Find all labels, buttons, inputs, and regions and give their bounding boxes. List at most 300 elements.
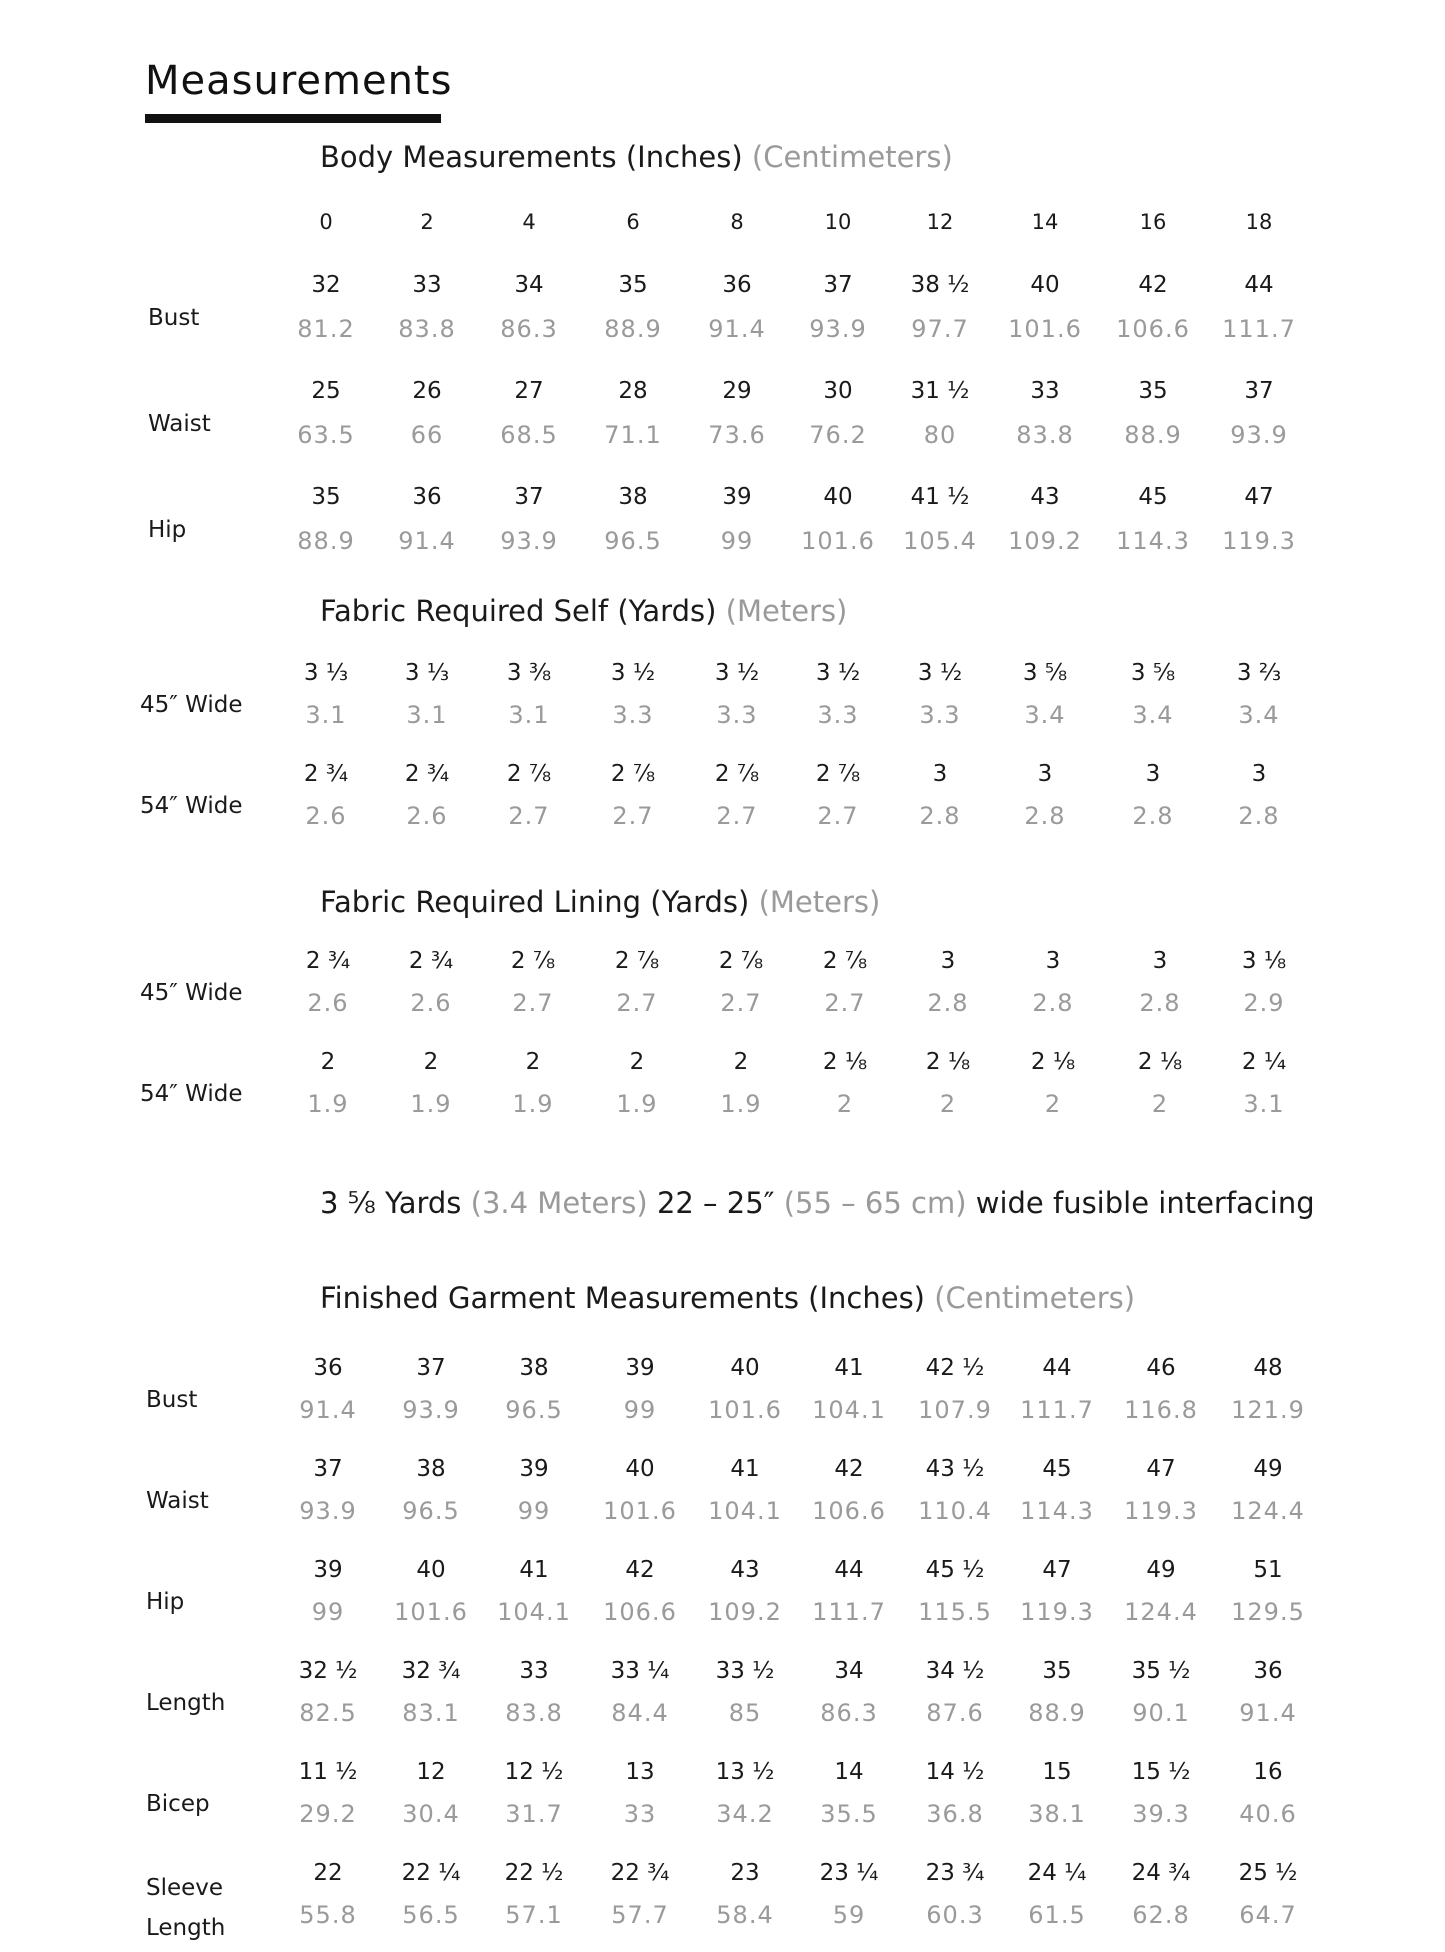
primary-value: 3 ½: [917, 660, 963, 686]
secondary-value: 56.5: [402, 1901, 460, 1929]
secondary-value: 60.3: [926, 1901, 984, 1929]
secondary-value: 80: [923, 421, 957, 449]
secondary-value: 109.2: [708, 1598, 782, 1626]
interfacing-meters: (3.4 Meters): [470, 1186, 648, 1220]
secondary-value: 106.6: [603, 1598, 677, 1626]
lining-heading-main: Fabric Required Lining (Yards): [320, 885, 750, 919]
interfacing-desc: wide fusible interfacing: [975, 1186, 1315, 1220]
secondary-value: 33: [623, 1800, 657, 1828]
primary-value: 36: [722, 272, 752, 298]
secondary-value: 115.5: [918, 1598, 992, 1626]
row-label: Hip: [146, 1588, 185, 1615]
primary-value: 24 ¼: [1027, 1860, 1087, 1886]
secondary-value: 2.7: [616, 989, 658, 1017]
primary-value: 32 ½: [298, 1658, 358, 1684]
secondary-value: 2.8: [1238, 802, 1280, 830]
primary-value: 3 ½: [714, 660, 760, 686]
secondary-value: 2.8: [927, 989, 969, 1017]
secondary-value: 93.9: [809, 315, 867, 343]
size-header: 8: [730, 210, 744, 234]
primary-value: 41: [730, 1456, 760, 1482]
primary-value: 15: [1042, 1759, 1072, 1785]
secondary-value: 76.2: [809, 421, 867, 449]
row-label: Sleeve: [146, 1875, 224, 1901]
secondary-value: 97.7: [911, 315, 969, 343]
primary-value: 3 ⅛: [1241, 948, 1287, 974]
secondary-value: 1.9: [616, 1090, 658, 1118]
primary-value: 2 ⅛: [1137, 1049, 1183, 1075]
primary-value: 35: [311, 484, 341, 510]
primary-value: 3: [1145, 761, 1161, 787]
primary-value: 15 ½: [1131, 1759, 1191, 1785]
secondary-value: 84.4: [611, 1699, 669, 1727]
secondary-value: 3.1: [305, 701, 347, 729]
secondary-value: 87.6: [926, 1699, 984, 1727]
secondary-value: 119.3: [1124, 1497, 1198, 1525]
row-label: Bicep: [146, 1790, 210, 1817]
row-label-line2: Length: [146, 1915, 226, 1941]
primary-value: 2: [525, 1049, 541, 1075]
row-label: Bust: [148, 304, 200, 331]
primary-value: 39: [625, 1355, 655, 1381]
secondary-value: 105.4: [903, 527, 977, 555]
secondary-value: 93.9: [500, 527, 558, 555]
secondary-value: 39.3: [1132, 1800, 1190, 1828]
primary-value: 42: [1138, 272, 1168, 298]
primary-value: 23 ¾: [925, 1860, 985, 1886]
size-header: 6: [626, 210, 640, 234]
secondary-value: 3.4: [1132, 701, 1174, 729]
self-heading-alt: (Meters): [725, 594, 848, 628]
secondary-value: 2.7: [824, 989, 866, 1017]
primary-value: 23 ¼: [819, 1860, 879, 1886]
primary-value: 2: [320, 1049, 336, 1075]
secondary-value: 58.4: [716, 1901, 774, 1929]
secondary-value: 36.8: [926, 1800, 984, 1828]
row-label: Hip: [148, 516, 187, 543]
primary-value: 27: [514, 378, 544, 404]
primary-value: 2 ⅞: [822, 948, 868, 974]
primary-value: 48: [1253, 1355, 1283, 1381]
size-header: 10: [824, 210, 852, 234]
size-header: 14: [1031, 210, 1059, 234]
primary-value: 2 ⅛: [925, 1049, 971, 1075]
size-header: 12: [926, 210, 954, 234]
primary-value: 31 ½: [910, 378, 970, 404]
size-header: 4: [522, 210, 536, 234]
row-label: Bust: [146, 1386, 198, 1413]
self-fabric-heading: [320, 594, 847, 628]
primary-value: 36: [313, 1355, 343, 1381]
secondary-value: 3.4: [1024, 701, 1066, 729]
primary-value: 22 ½: [504, 1860, 564, 1886]
secondary-value: 71.1: [604, 421, 662, 449]
primary-value: 42: [625, 1557, 655, 1583]
secondary-value: 101.6: [1008, 315, 1082, 343]
primary-value: 35: [618, 272, 648, 298]
secondary-value: 38.1: [1028, 1800, 1086, 1828]
secondary-value: 99: [720, 527, 754, 555]
secondary-value: 91.4: [398, 527, 456, 555]
primary-value: 41: [834, 1355, 864, 1381]
primary-value: 38 ½: [910, 272, 970, 298]
secondary-value: 1.9: [307, 1090, 349, 1118]
secondary-value: 2.7: [716, 802, 758, 830]
self-heading-main: Fabric Required Self (Yards): [320, 594, 717, 628]
primary-value: 44: [1244, 272, 1274, 298]
secondary-value: 2.8: [1132, 802, 1174, 830]
secondary-value: 2.7: [508, 802, 550, 830]
primary-value: 45 ½: [925, 1557, 985, 1583]
primary-value: 2 ⅞: [718, 948, 764, 974]
secondary-value: 107.9: [918, 1396, 992, 1424]
primary-value: 37: [823, 272, 853, 298]
secondary-value: 124.4: [1231, 1497, 1305, 1525]
secondary-value: 2.7: [612, 802, 654, 830]
secondary-value: 2.8: [1139, 989, 1181, 1017]
primary-value: 44: [1042, 1355, 1072, 1381]
secondary-value: 124.4: [1124, 1598, 1198, 1626]
secondary-value: 114.3: [1116, 527, 1190, 555]
secondary-value: 63.5: [297, 421, 355, 449]
row-label: 45″ Wide: [140, 691, 243, 718]
row-label: 54″ Wide: [140, 1080, 243, 1107]
primary-value: 2 ¾: [305, 948, 351, 974]
primary-value: 14 ½: [925, 1759, 985, 1785]
secondary-value: 62.8: [1132, 1901, 1190, 1929]
primary-value: 37: [313, 1456, 343, 1482]
interfacing-width-cm: (55 – 65 cm): [783, 1186, 967, 1220]
primary-value: 43 ½: [925, 1456, 985, 1482]
primary-value: 3 ⅓: [303, 660, 349, 686]
secondary-value: 110.4: [918, 1497, 992, 1525]
secondary-value: 90.1: [1132, 1699, 1190, 1727]
interfacing-note: [320, 1186, 1315, 1220]
primary-value: 28: [618, 378, 648, 404]
row-label: 45″ Wide: [140, 979, 243, 1006]
secondary-value: 111.7: [1222, 315, 1296, 343]
secondary-value: 2.7: [817, 802, 859, 830]
primary-value: 3: [1045, 948, 1061, 974]
finished-heading-alt: (Centimeters): [934, 1281, 1136, 1315]
primary-value: 40: [823, 484, 853, 510]
secondary-value: 83.8: [1016, 421, 1074, 449]
secondary-value: 2.6: [305, 802, 347, 830]
primary-value: 37: [416, 1355, 446, 1381]
secondary-value: 68.5: [500, 421, 558, 449]
secondary-value: 55.8: [299, 1901, 357, 1929]
secondary-value: 101.6: [603, 1497, 677, 1525]
secondary-value: 106.6: [1116, 315, 1190, 343]
primary-value: 13 ½: [715, 1759, 775, 1785]
secondary-value: 3.3: [716, 701, 758, 729]
primary-value: 51: [1253, 1557, 1283, 1583]
secondary-value: 59: [832, 1901, 866, 1929]
size-header: 0: [319, 210, 333, 234]
row-label: Waist: [148, 410, 211, 437]
secondary-value: 2.6: [410, 989, 452, 1017]
secondary-value: 114.3: [1020, 1497, 1094, 1525]
secondary-value: 101.6: [801, 527, 875, 555]
secondary-value: 66: [410, 421, 444, 449]
secondary-value: 2.8: [1032, 989, 1074, 1017]
primary-value: 47: [1042, 1557, 1072, 1583]
secondary-value: 3.3: [919, 701, 961, 729]
secondary-value: 93.9: [299, 1497, 357, 1525]
primary-value: 49: [1146, 1557, 1176, 1583]
primary-value: 3 ⅔: [1236, 660, 1282, 686]
primary-value: 25: [311, 378, 341, 404]
size-header: 16: [1139, 210, 1167, 234]
secondary-value: 88.9: [1124, 421, 1182, 449]
secondary-value: 99: [623, 1396, 657, 1424]
primary-value: 41: [519, 1557, 549, 1583]
primary-value: 12: [416, 1759, 446, 1785]
primary-value: 37: [514, 484, 544, 510]
secondary-value: 129.5: [1231, 1598, 1305, 1626]
secondary-value: 85: [728, 1699, 762, 1727]
secondary-value: 3.3: [612, 701, 654, 729]
primary-value: 39: [722, 484, 752, 510]
secondary-value: 2.6: [307, 989, 349, 1017]
secondary-value: 2.7: [512, 989, 554, 1017]
secondary-value: 57.1: [505, 1901, 563, 1929]
secondary-value: 82.5: [299, 1699, 357, 1727]
primary-value: 38: [618, 484, 648, 510]
primary-value: 33: [1030, 378, 1060, 404]
primary-value: 2 ⅞: [610, 761, 656, 787]
secondary-value: 106.6: [812, 1497, 886, 1525]
secondary-value: 116.8: [1124, 1396, 1198, 1424]
secondary-value: 34.2: [716, 1800, 774, 1828]
primary-value: 30: [823, 378, 853, 404]
lining-fabric-heading: [320, 885, 880, 919]
secondary-value: 99: [517, 1497, 551, 1525]
secondary-value: 57.7: [611, 1901, 669, 1929]
lining-heading-alt: (Meters): [758, 885, 881, 919]
secondary-value: 93.9: [402, 1396, 460, 1424]
primary-value: 3: [1037, 761, 1053, 787]
primary-value: 2: [733, 1049, 749, 1075]
primary-value: 2 ¾: [404, 761, 450, 787]
secondary-value: 2.8: [919, 802, 961, 830]
size-header: 18: [1245, 210, 1273, 234]
secondary-value: 96.5: [505, 1396, 563, 1424]
secondary-value: 83.8: [505, 1699, 563, 1727]
secondary-value: 35.5: [820, 1800, 878, 1828]
secondary-value: 3.1: [406, 701, 448, 729]
secondary-value: 40.6: [1239, 1800, 1297, 1828]
primary-value: 2 ⅞: [614, 948, 660, 974]
body-measurements-heading: [320, 140, 953, 174]
secondary-value: 96.5: [402, 1497, 460, 1525]
primary-value: 35: [1042, 1658, 1072, 1684]
body-heading-alt: (Centimeters): [751, 140, 953, 174]
primary-value: 24 ¾: [1131, 1860, 1191, 1886]
secondary-value: 88.9: [297, 527, 355, 555]
primary-value: 12 ½: [504, 1759, 564, 1785]
secondary-value: 111.7: [1020, 1396, 1094, 1424]
primary-value: 38: [416, 1456, 446, 1482]
secondary-value: 88.9: [1028, 1699, 1086, 1727]
secondary-value: 61.5: [1028, 1901, 1086, 1929]
secondary-value: 2: [1151, 1090, 1169, 1118]
secondary-value: 93.9: [1230, 421, 1288, 449]
primary-value: 22 ¼: [401, 1860, 461, 1886]
primary-value: 42 ½: [925, 1355, 985, 1381]
primary-value: 3: [1152, 948, 1168, 974]
body-heading-main: Body Measurements (Inches): [320, 140, 743, 174]
primary-value: 35 ½: [1131, 1658, 1191, 1684]
secondary-value: 2.6: [406, 802, 448, 830]
primary-value: 14: [834, 1759, 864, 1785]
secondary-value: 91.4: [299, 1396, 357, 1424]
primary-value: 37: [1244, 378, 1274, 404]
secondary-value: 3.3: [817, 701, 859, 729]
secondary-value: 2.9: [1243, 989, 1285, 1017]
primary-value: 46: [1146, 1355, 1176, 1381]
primary-value: 33: [519, 1658, 549, 1684]
primary-value: 2 ⅞: [714, 761, 760, 787]
primary-value: 42: [834, 1456, 864, 1482]
primary-value: 2 ⅞: [510, 948, 556, 974]
secondary-value: 109.2: [1008, 527, 1082, 555]
primary-value: 45: [1138, 484, 1168, 510]
secondary-value: 101.6: [708, 1396, 782, 1424]
primary-value: 38: [519, 1355, 549, 1381]
secondary-value: 1.9: [410, 1090, 452, 1118]
secondary-value: 29.2: [299, 1800, 357, 1828]
finished-heading: [320, 1281, 1135, 1315]
secondary-value: 88.9: [604, 315, 662, 343]
primary-value: 43: [1030, 484, 1060, 510]
secondary-value: 119.3: [1020, 1598, 1094, 1626]
secondary-value: 30.4: [402, 1800, 460, 1828]
secondary-value: 1.9: [512, 1090, 554, 1118]
primary-value: 25 ½: [1238, 1860, 1298, 1886]
primary-value: 2 ⅛: [822, 1049, 868, 1075]
primary-value: 34: [514, 272, 544, 298]
primary-value: 33 ¼: [610, 1658, 670, 1684]
primary-value: 40: [416, 1557, 446, 1583]
secondary-value: 83.8: [398, 315, 456, 343]
primary-value: 22 ¾: [610, 1860, 670, 1886]
secondary-value: 2.8: [1024, 802, 1066, 830]
secondary-value: 2: [836, 1090, 854, 1118]
secondary-value: 104.1: [497, 1598, 571, 1626]
interfacing-yards: 3 ⅝ Yards: [320, 1186, 462, 1220]
primary-value: 49: [1253, 1456, 1283, 1482]
primary-value: 2 ¾: [408, 948, 454, 974]
secondary-value: 104.1: [708, 1497, 782, 1525]
secondary-value: 104.1: [812, 1396, 886, 1424]
primary-value: 40: [625, 1456, 655, 1482]
secondary-value: 121.9: [1231, 1396, 1305, 1424]
primary-value: 40: [1030, 272, 1060, 298]
primary-value: 32: [311, 272, 341, 298]
primary-value: 3 ½: [610, 660, 656, 686]
interfacing-width-in: 22 – 25″: [656, 1186, 775, 1220]
page-title: Measurements: [145, 58, 453, 104]
secondary-value: 99: [311, 1598, 345, 1626]
secondary-value: 81.2: [297, 315, 355, 343]
primary-value: 47: [1244, 484, 1274, 510]
primary-value: 2 ⅞: [506, 761, 552, 787]
primary-value: 23: [730, 1860, 760, 1886]
primary-value: 41 ½: [910, 484, 970, 510]
primary-value: 2: [423, 1049, 439, 1075]
secondary-value: 86.3: [820, 1699, 878, 1727]
row-label: Waist: [146, 1487, 209, 1514]
primary-value: 45: [1042, 1456, 1072, 1482]
secondary-value: 96.5: [604, 527, 662, 555]
primary-value: 34: [834, 1658, 864, 1684]
secondary-value: 31.7: [505, 1800, 563, 1828]
secondary-value: 1.9: [720, 1090, 762, 1118]
size-header: 2: [420, 210, 434, 234]
secondary-value: 3.1: [508, 701, 550, 729]
primary-value: 36: [412, 484, 442, 510]
secondary-value: 2: [1044, 1090, 1062, 1118]
secondary-value: 73.6: [708, 421, 766, 449]
secondary-value: 91.4: [708, 315, 766, 343]
secondary-value: 119.3: [1222, 527, 1296, 555]
primary-value: 26: [412, 378, 442, 404]
secondary-value: 2: [939, 1090, 957, 1118]
secondary-value: 101.6: [394, 1598, 468, 1626]
title-underline: [145, 114, 441, 123]
secondary-value: 83.1: [402, 1699, 460, 1727]
row-label: 54″ Wide: [140, 792, 243, 819]
primary-value: 11 ½: [298, 1759, 358, 1785]
primary-value: 2: [629, 1049, 645, 1075]
primary-value: 3: [932, 761, 948, 787]
primary-value: 13: [625, 1759, 655, 1785]
primary-value: 39: [519, 1456, 549, 1482]
secondary-value: 3.4: [1238, 701, 1280, 729]
secondary-value: 86.3: [500, 315, 558, 343]
secondary-value: 2.7: [720, 989, 762, 1017]
primary-value: 44: [834, 1557, 864, 1583]
secondary-value: 91.4: [1239, 1699, 1297, 1727]
primary-value: 22: [313, 1860, 343, 1886]
primary-value: 29: [722, 378, 752, 404]
primary-value: 3 ⅓: [404, 660, 450, 686]
primary-value: 2 ⅞: [815, 761, 861, 787]
primary-value: 2 ¾: [303, 761, 349, 787]
primary-value: 2 ⅛: [1030, 1049, 1076, 1075]
primary-value: 16: [1253, 1759, 1283, 1785]
primary-value: 36: [1253, 1658, 1283, 1684]
primary-value: 35: [1138, 378, 1168, 404]
secondary-value: 111.7: [812, 1598, 886, 1626]
primary-value: 3 ⅝: [1022, 660, 1068, 686]
finished-heading-main: Finished Garment Measurements (Inches): [320, 1281, 925, 1315]
primary-value: 33 ½: [715, 1658, 775, 1684]
primary-value: 33: [412, 272, 442, 298]
primary-value: 3: [1251, 761, 1267, 787]
primary-value: 43: [730, 1557, 760, 1583]
primary-value: 39: [313, 1557, 343, 1583]
primary-value: 47: [1146, 1456, 1176, 1482]
primary-value: 40: [730, 1355, 760, 1381]
primary-value: 34 ½: [925, 1658, 985, 1684]
primary-value: 3 ⅜: [506, 660, 552, 686]
row-label: Length: [146, 1689, 226, 1716]
primary-value: 3: [940, 948, 956, 974]
secondary-value: 64.7: [1239, 1901, 1297, 1929]
primary-value: 2 ¼: [1241, 1049, 1287, 1075]
